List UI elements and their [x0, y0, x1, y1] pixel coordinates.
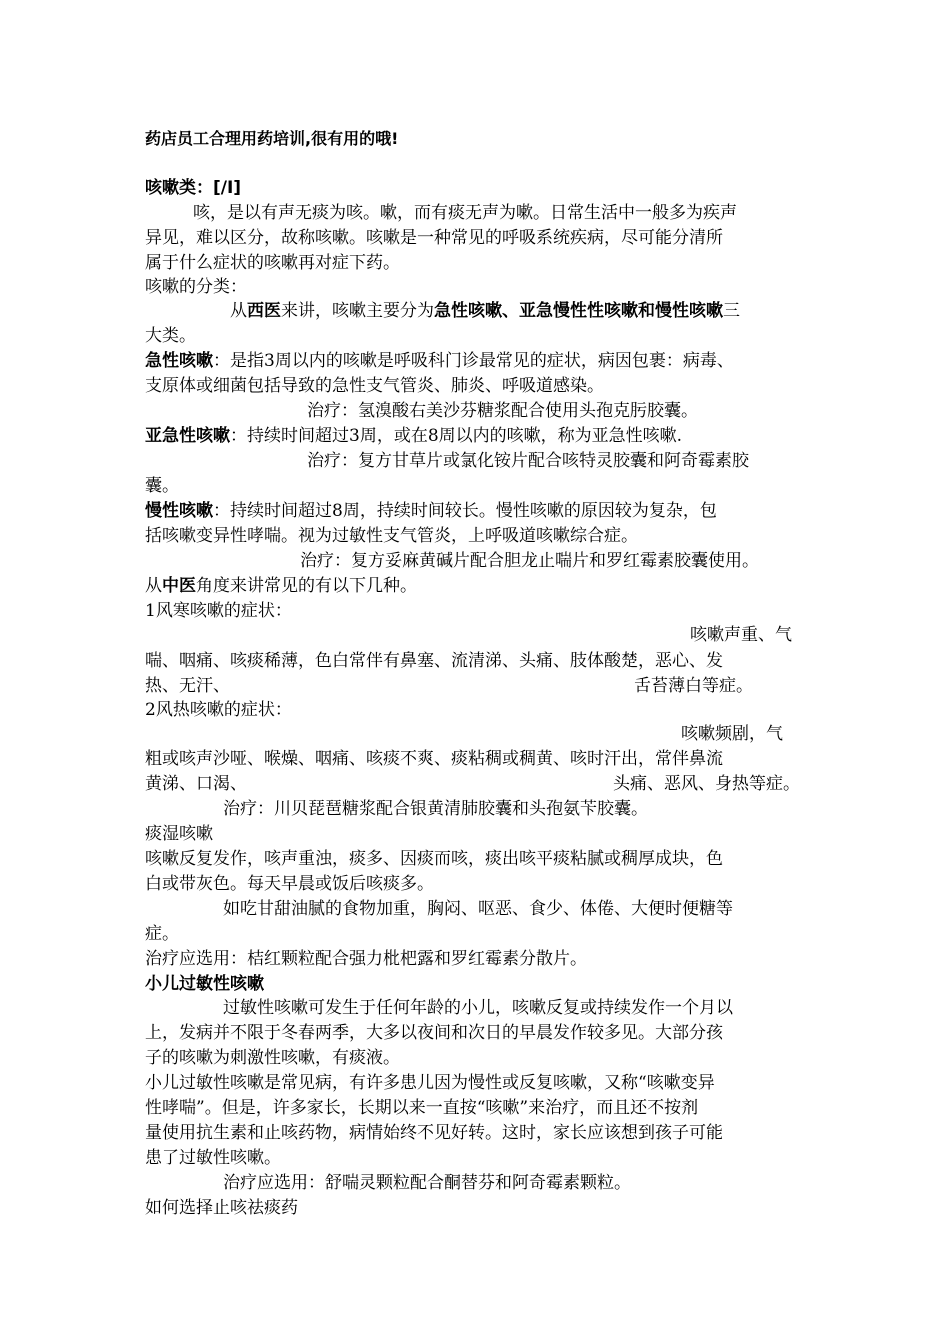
wind-cold-line-3b: 舌苔薄白等症。	[634, 676, 753, 696]
wind-heat-heading: 2风热咳嗽的症状：	[145, 700, 292, 720]
wind-heat-line-3b: 头痛、恶风、身热等症。	[613, 774, 800, 794]
acute-line-2: 支原体或细菌包括导致的急性支气管炎、肺炎、呼吸道感染。	[145, 376, 604, 396]
wind-heat-line-2: 粗或咳声沙哑、喉燥、咽痛、咳痰不爽、痰粘稠或稠黄、咳时汗出，常伴鼻流	[145, 749, 723, 769]
intro-line-3: 属于什么症状的咳嗽再对症下药。	[145, 253, 400, 273]
acute-line-1	[145, 349, 734, 373]
wind-cold-line-3a: 热、无汗、	[145, 676, 230, 696]
document-title: 药店员工合理用药培训,很有用的哦!	[145, 129, 399, 148]
wind-cold-line-1: 咳嗽声重、气	[690, 625, 792, 645]
child-line-2: 上，发病并不限于冬春两季，大多以夜间和次日的早晨发作较多见。大部分孩	[145, 1023, 723, 1043]
chronic-line-2: 括咳嗽变异性哮喘。视为过敏性支气管炎，上呼吸道咳嗽综合症。	[145, 526, 638, 546]
wind-cold-line-2: 喘、咽痛、咳痰稀薄，色白常伴有鼻塞、流清涕、头痛、肢体酸楚，恶心、发	[145, 651, 723, 671]
tcm-prefix: 从	[145, 576, 162, 596]
child-line-6: 量使用抗生素和止咳药物，病情始终不见好转。这时，家长应该想到孩子可能	[145, 1123, 723, 1143]
child-line-5: 性哮喘”。但是，许多家长，长期以来一直按“咳嗽”来治疗，而且还不按剂	[145, 1098, 699, 1118]
phlegm-line-1: 咳嗽反复发作，咳声重浊，痰多、因痰而咳，痰出咳平痰粘腻或稠厚成块，色	[145, 849, 723, 869]
acute-treatment: 治疗：氢溴酸右美沙芬糖浆配合使用头孢克肟胶囊。	[307, 401, 698, 421]
child-heading: 小儿过敏性咳嗽	[145, 974, 264, 994]
subacute-line-1	[145, 424, 682, 448]
western-suffix: 三	[723, 301, 740, 321]
western-mid: 来讲，咳嗽主要分为	[281, 301, 434, 321]
acute-text: ：是指3周以内的咳嗽是呼吸科门诊最常见的症状，病因包裹：病毒、	[213, 351, 734, 371]
classification-heading: 咳嗽的分类：	[145, 277, 247, 297]
intro-line-2: 异见，难以区分，故称咳嗽。咳嗽是一种常见的呼吸系统疾病，尽可能分清所	[145, 228, 723, 248]
phlegm-line-3: 如吃甘甜油腻的食物加重，胸闷、呕恶、食少、体倦、大便时便糖等	[223, 899, 733, 919]
child-line-3: 子的咳嗽为刺激性咳嗽，有痰液。	[145, 1048, 400, 1068]
child-line-4: 小儿过敏性咳嗽是常见病，有许多患儿因为慢性或反复咳嗽，又称“咳嗽变异	[145, 1073, 715, 1093]
western-term: 西医	[247, 301, 281, 321]
western-cough-types: 急性咳嗽、亚急慢性性咳嗽和慢性咳嗽	[434, 301, 723, 321]
wind-heat-line-3a: 黄涕、口渴、	[145, 774, 247, 794]
child-treatment: 治疗应选用：舒喘灵颗粒配合酮替芬和阿奇霉素颗粒。	[223, 1173, 631, 1193]
acute-label: 急性咳嗽	[145, 351, 213, 371]
wind-heat-treatment: 治疗：川贝琵琶糖浆配合银黄清肺胶囊和头孢氨苄胶囊。	[223, 799, 648, 819]
child-line-7: 患了过敏性咳嗽。	[145, 1148, 281, 1168]
chronic-treatment: 治疗：复方妥麻黄碱片配合胆龙止喘片和罗红霉素胶囊使用。	[300, 551, 759, 571]
phlegm-treatment: 治疗应选用：桔红颗粒配合强力枇杷露和罗红霉素分散片。	[145, 949, 587, 969]
subacute-label: 亚急性咳嗽	[145, 426, 230, 446]
last-heading: 如何选择止咳祛痰药	[145, 1198, 298, 1218]
phlegm-line-4: 症。	[145, 924, 179, 944]
western-line-2: 大类。	[145, 326, 196, 346]
child-line-1: 过敏性咳嗽可发生于任何年龄的小儿，咳嗽反复或持续发作一个月以	[223, 998, 733, 1018]
tcm-suffix: 角度来讲常见的有以下几种。	[196, 576, 417, 596]
chronic-label: 慢性咳嗽	[145, 501, 213, 521]
subacute-text: ：持续时间超过3周，或在8周以内的咳嗽，称为亚急性咳嗽.	[230, 426, 683, 446]
wind-heat-line-1: 咳嗽频剧，气	[681, 724, 783, 744]
chronic-text: ：持续时间超过8周，持续时间较长。慢性咳嗽的原因较为复杂，包	[213, 501, 717, 521]
subacute-treatment-line-2: 囊。	[145, 476, 179, 496]
chronic-line-1	[145, 499, 717, 523]
western-prefix: 从	[230, 301, 247, 321]
phlegm-heading: 痰湿咳嗽	[145, 824, 213, 844]
section-heading-cough: 咳嗽类：[/I]	[145, 178, 242, 198]
wind-cold-heading: 1风寒咳嗽的症状：	[145, 601, 292, 621]
phlegm-line-2: 白或带灰色。每天早晨或饭后咳痰多。	[145, 874, 434, 894]
intro-line-1: 咳，是以有声无痰为咳。嗽，而有痰无声为嗽。日常生活中一般多为疾声	[193, 203, 737, 223]
western-line-1	[230, 299, 740, 323]
tcm-term: 中医	[162, 576, 196, 596]
tcm-line	[145, 574, 417, 598]
subacute-treatment: 治疗：复方甘草片或氯化铵片配合咳特灵胶囊和阿奇霉素胶	[307, 451, 749, 471]
